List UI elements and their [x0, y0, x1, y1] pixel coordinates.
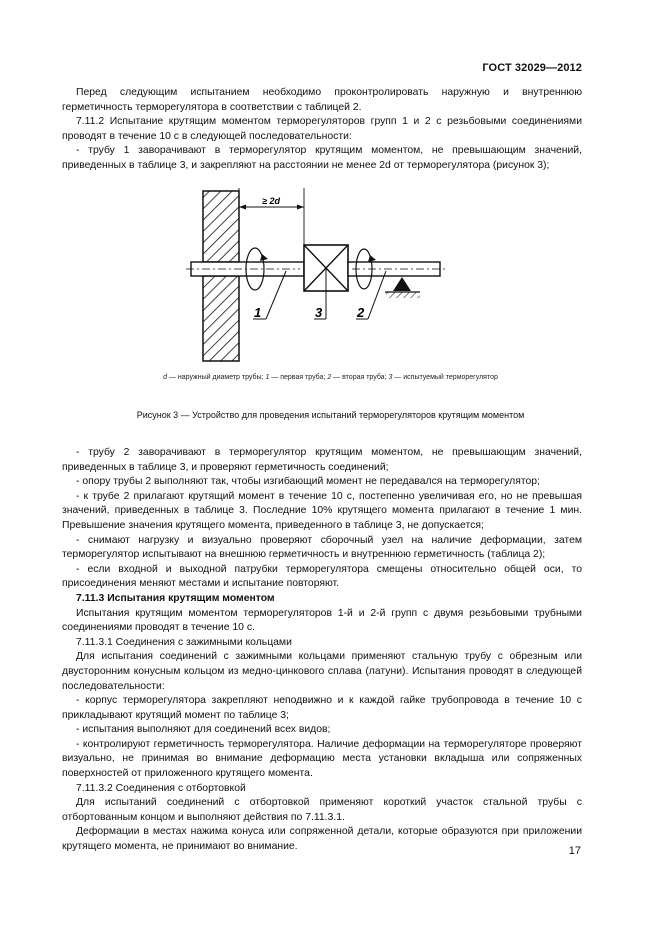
- paragraph: - корпус терморегулятора закрепляют неподвижно и к каждой гайке трубопровода в течение 10 с прикладывают крутящий момент по таблице 3;: [62, 695, 582, 721]
- paragraph: - снимают нагрузку и визуально проверяют сборочный узел на наличие деформации, затем терморегулятор испытывают на внешнюю герметичность и внутреннюю герметичность (таблица 2);: [62, 534, 582, 561]
- paragraph: - испытания выполняют для соединений всех видов;: [76, 724, 331, 736]
- page-number: 17: [568, 845, 581, 857]
- legend-text: — наружный диаметр трубы;: [167, 374, 266, 381]
- paragraph: Испытания крутящим моментом терморегуляторов 1-й и 2-й групп с двумя резьбовыми трубными соединениями проводят в течение 10 с.: [62, 607, 582, 634]
- paragraph: Перед следующим испытанием необходимо проконтролировать наружную и внутреннюю герметичность терморегулятора в соответствии с таблицей 2.: [62, 87, 582, 113]
- legend-symbol: 2: [327, 374, 332, 381]
- pipe-support: [393, 277, 411, 291]
- legend-text: — испытуемый терморегулятор: [392, 374, 498, 381]
- document-standard-number: ГОСТ 32029—2012: [482, 62, 582, 74]
- paragraph: Деформации в местах нажима конуса или сопряженной детали, которые образуются при приложении крутящего момента, не принимают во внимание.: [62, 826, 582, 853]
- legend-symbol: 1: [265, 374, 270, 381]
- torque-test-diagram: [0, 185, 661, 385]
- paragraph: 7.11.3.2 Соединения с отбортовкой: [76, 782, 246, 794]
- paragraph: 7.11.3.1 Соединения с зажимными кольцами: [76, 636, 292, 648]
- callout-1: 1: [254, 305, 262, 320]
- pipe-2: [348, 262, 440, 276]
- intro-text: [62, 86, 582, 174]
- section-heading: 7.11.3 Испытания крутящим моментом: [76, 592, 275, 604]
- legend-symbol: 3: [388, 374, 393, 381]
- paragraph: - если входной и выходной патрубки терморегулятора смещены относительно общей оси, то присоединения меняют местами и испытание повторяют.: [62, 563, 582, 590]
- paragraph: - опору трубы 2 выполняют так, чтобы изгибающий момент не передавался на терморегулятор;: [76, 476, 540, 488]
- dimension-label: ≥ 2d: [262, 196, 280, 206]
- paragraph: - трубу 2 заворачивают в терморегулятор крутящим моментом, не превышающим значений, приведенных в таблице 3, и проверяют герметичность соединений;: [62, 447, 582, 473]
- legend-text: — первая труба;: [269, 374, 328, 381]
- legend-text: — вторая труба;: [331, 374, 389, 381]
- callout-3: 3: [315, 305, 323, 320]
- figure-legend: [0, 374, 661, 381]
- paragraph: Для испытаний соединений с отбортовкой применяют короткий участок стальной трубы с отбортованным концом и выполняют действия по 7.11.3.1.: [62, 797, 582, 823]
- paragraph: - к трубе 2 прилагают крутящий момент в течение 10 с, постепенно увеличивая его, но не превышая значений, приведенных в таблице 3. Последние 10% крутящего момента прилагают в течение 1 мин. Превышение значения крутящего момента, приведенного в таблице 3, не допускается;: [62, 490, 582, 531]
- legend-symbol: d: [163, 374, 168, 381]
- paragraph: Для испытания соединений с зажимными кольцами применяют стальную трубу с обрезным или двусторонним конусным кольцом из медно-цинкового сплава (латуни). Испытания проводят в следующей последовательности:: [62, 651, 582, 692]
- paragraph: - контролируют герметичность терморегулятора. Наличие деформации на терморегуляторе проверяют визуально, не принимая во внимание деформацию места установки вкладыша или сопряженных поверхностей от приложенного крутящего момента.: [62, 738, 582, 780]
- paragraph: - трубу 1 заворачивают в терморегулятор крутящим моментом, не превышающим значений, приведенных в таблице 3, и закрепляют на расстоянии не менее 2d от терморегулятора (рисунок 3);: [62, 145, 582, 171]
- figure-caption: Рисунок 3 — Устройство для проведения испытаний терморегуляторов крутящим моментом: [136, 410, 525, 420]
- paragraph: 7.11.2 Испытание крутящим моментом терморегуляторов групп 1 и 2 с резьбовыми соединениями проводят в течение 10 с в следующей последовательности:: [62, 116, 582, 142]
- callout-2: 2: [357, 305, 365, 320]
- main-text: [62, 446, 582, 855]
- figure-3: [0, 185, 661, 385]
